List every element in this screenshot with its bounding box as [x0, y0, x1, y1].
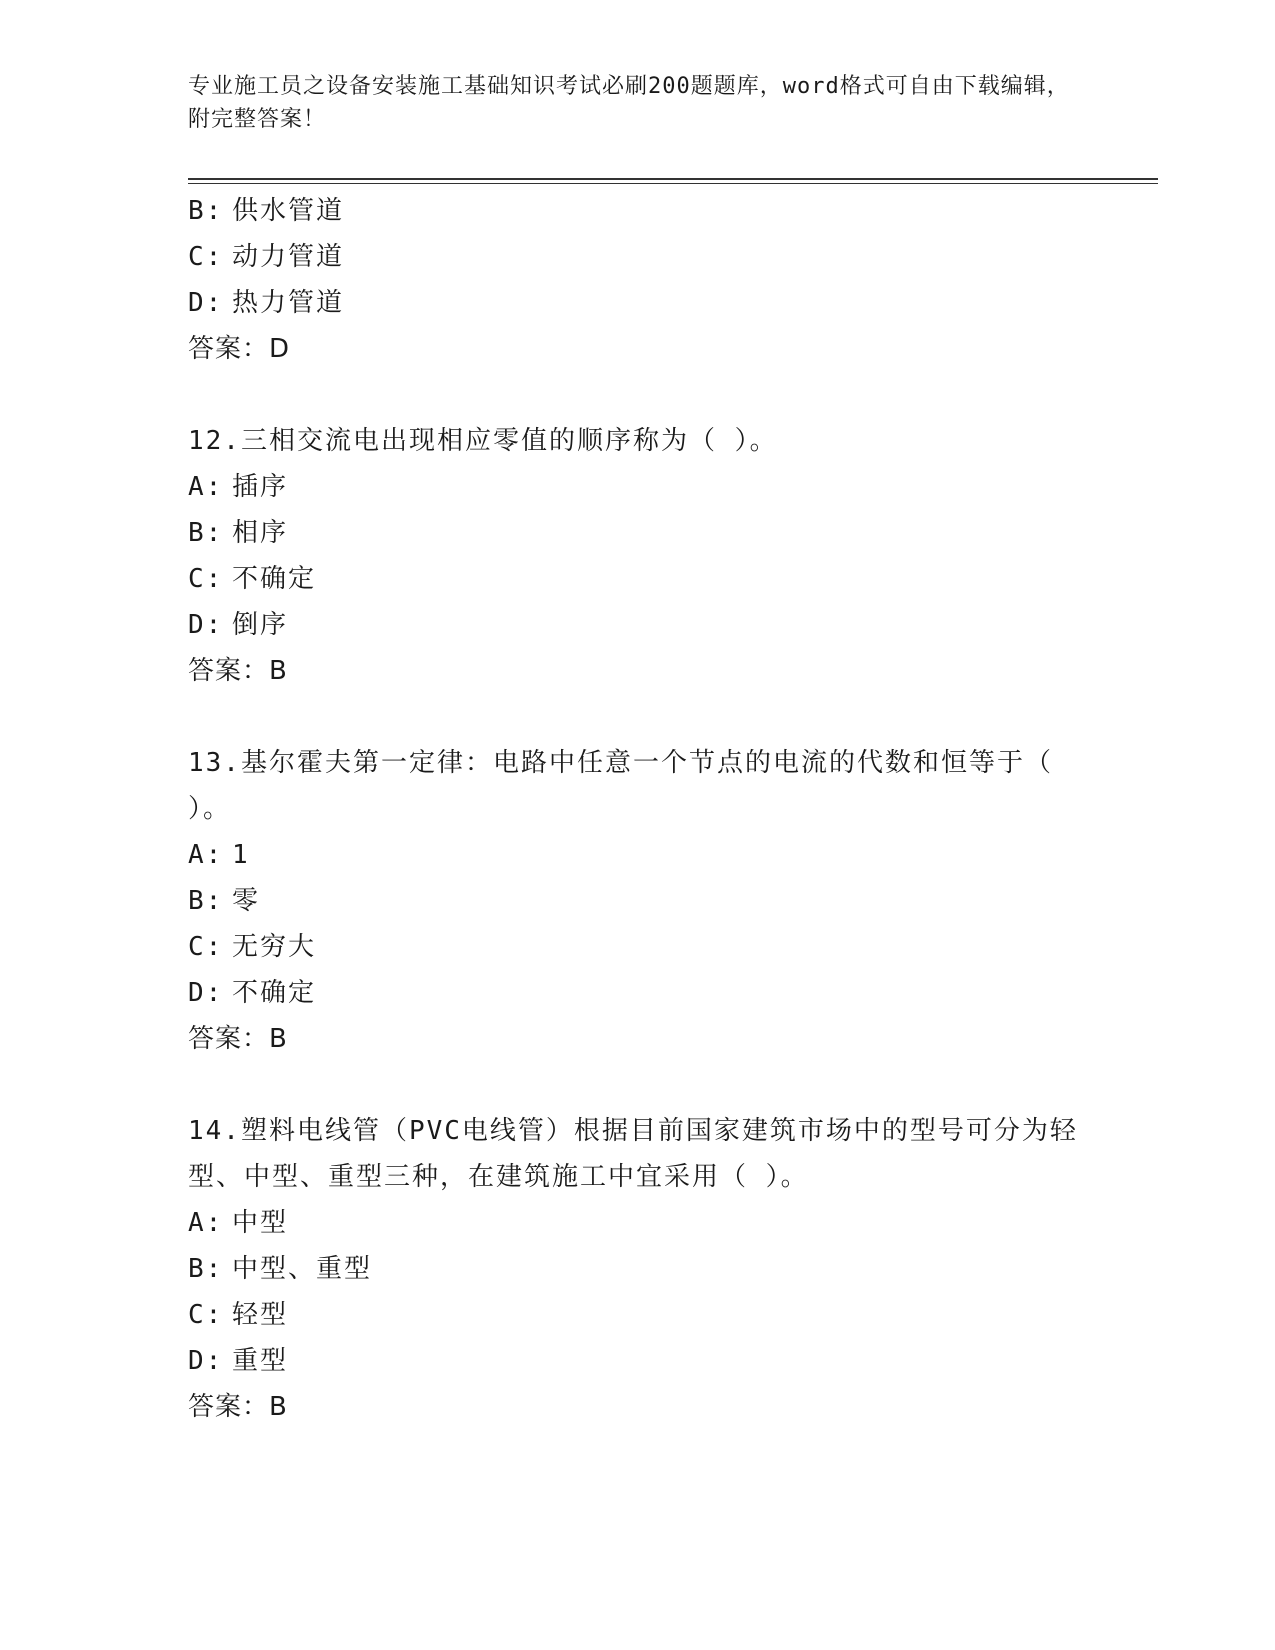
option-key: D: [188, 1346, 224, 1376]
option-key: C: [188, 1300, 224, 1330]
option-c [188, 1292, 1088, 1338]
option-text: 供水管道 [232, 196, 345, 226]
option-text: 插序 [232, 472, 289, 502]
option-text: 1 [232, 840, 250, 870]
option-key: D: [188, 978, 224, 1008]
answer-line: 答案：B [188, 1024, 288, 1054]
option-text: 动力管道 [232, 242, 345, 272]
option-d [188, 280, 1088, 326]
option-a [188, 1200, 1088, 1246]
option-key: B: [188, 196, 224, 226]
option-b [188, 878, 1088, 924]
question-text: 13.基尔霍夫第一定律：电路中任意一个节点的电流的代数和恒等于（ ）。 [188, 748, 1053, 824]
option-key: A: [188, 1208, 224, 1238]
option-d [188, 970, 1088, 1016]
option-text: 倒序 [232, 610, 289, 640]
option-text: 重型 [232, 1346, 289, 1376]
option-text: 不确定 [232, 564, 317, 594]
option-a [188, 832, 1088, 878]
header-divider [188, 178, 1158, 180]
option-c [188, 234, 1088, 280]
answer-line: 答案：D [188, 334, 291, 364]
option-d [188, 1338, 1088, 1384]
option-d [188, 602, 1088, 648]
answer-line: 答案：B [188, 1392, 288, 1422]
option-text: 无穷大 [232, 932, 317, 962]
question-text: 12.三相交流电出现相应零值的顺序称为（ ）。 [188, 426, 778, 456]
option-text: 轻型 [232, 1300, 289, 1330]
question-block-14 [188, 1108, 1088, 1430]
option-c [188, 556, 1088, 602]
option-key: A: [188, 472, 224, 502]
option-text: 不确定 [232, 978, 317, 1008]
option-text: 中型 [232, 1208, 289, 1238]
option-key: C: [188, 932, 224, 962]
option-text: 相序 [232, 518, 289, 548]
option-a [188, 464, 1088, 510]
header-divider-thin [188, 183, 1158, 184]
question-list [188, 188, 1088, 1430]
option-b [188, 510, 1088, 556]
option-key: D: [188, 610, 224, 640]
option-key: C: [188, 242, 224, 272]
page-title: 专业施工员之设备安装施工基础知识考试必刷200题题库，word格式可自由下载编辑，附完整答案！ [188, 74, 1070, 132]
question-block-partial [188, 188, 1088, 372]
option-b [188, 1246, 1088, 1292]
option-key: B: [188, 886, 224, 916]
option-key: B: [188, 518, 224, 548]
option-text: 中型、重型 [232, 1254, 373, 1284]
option-text: 热力管道 [232, 288, 345, 318]
option-key: B: [188, 1254, 224, 1284]
question-block-13 [188, 740, 1088, 1062]
option-text: 零 [232, 886, 261, 916]
option-c [188, 924, 1088, 970]
answer-line: 答案：B [188, 656, 288, 686]
question-text: 14.塑料电线管（PVC电线管）根据目前国家建筑市场中的型号可分为轻型、中型、重型三种，在建筑施工中宜采用（ ）。 [188, 1116, 1078, 1192]
option-key: C: [188, 564, 224, 594]
option-key: A: [188, 840, 224, 870]
question-block-12 [188, 418, 1088, 694]
option-key: D: [188, 288, 224, 318]
option-b [188, 188, 1088, 234]
